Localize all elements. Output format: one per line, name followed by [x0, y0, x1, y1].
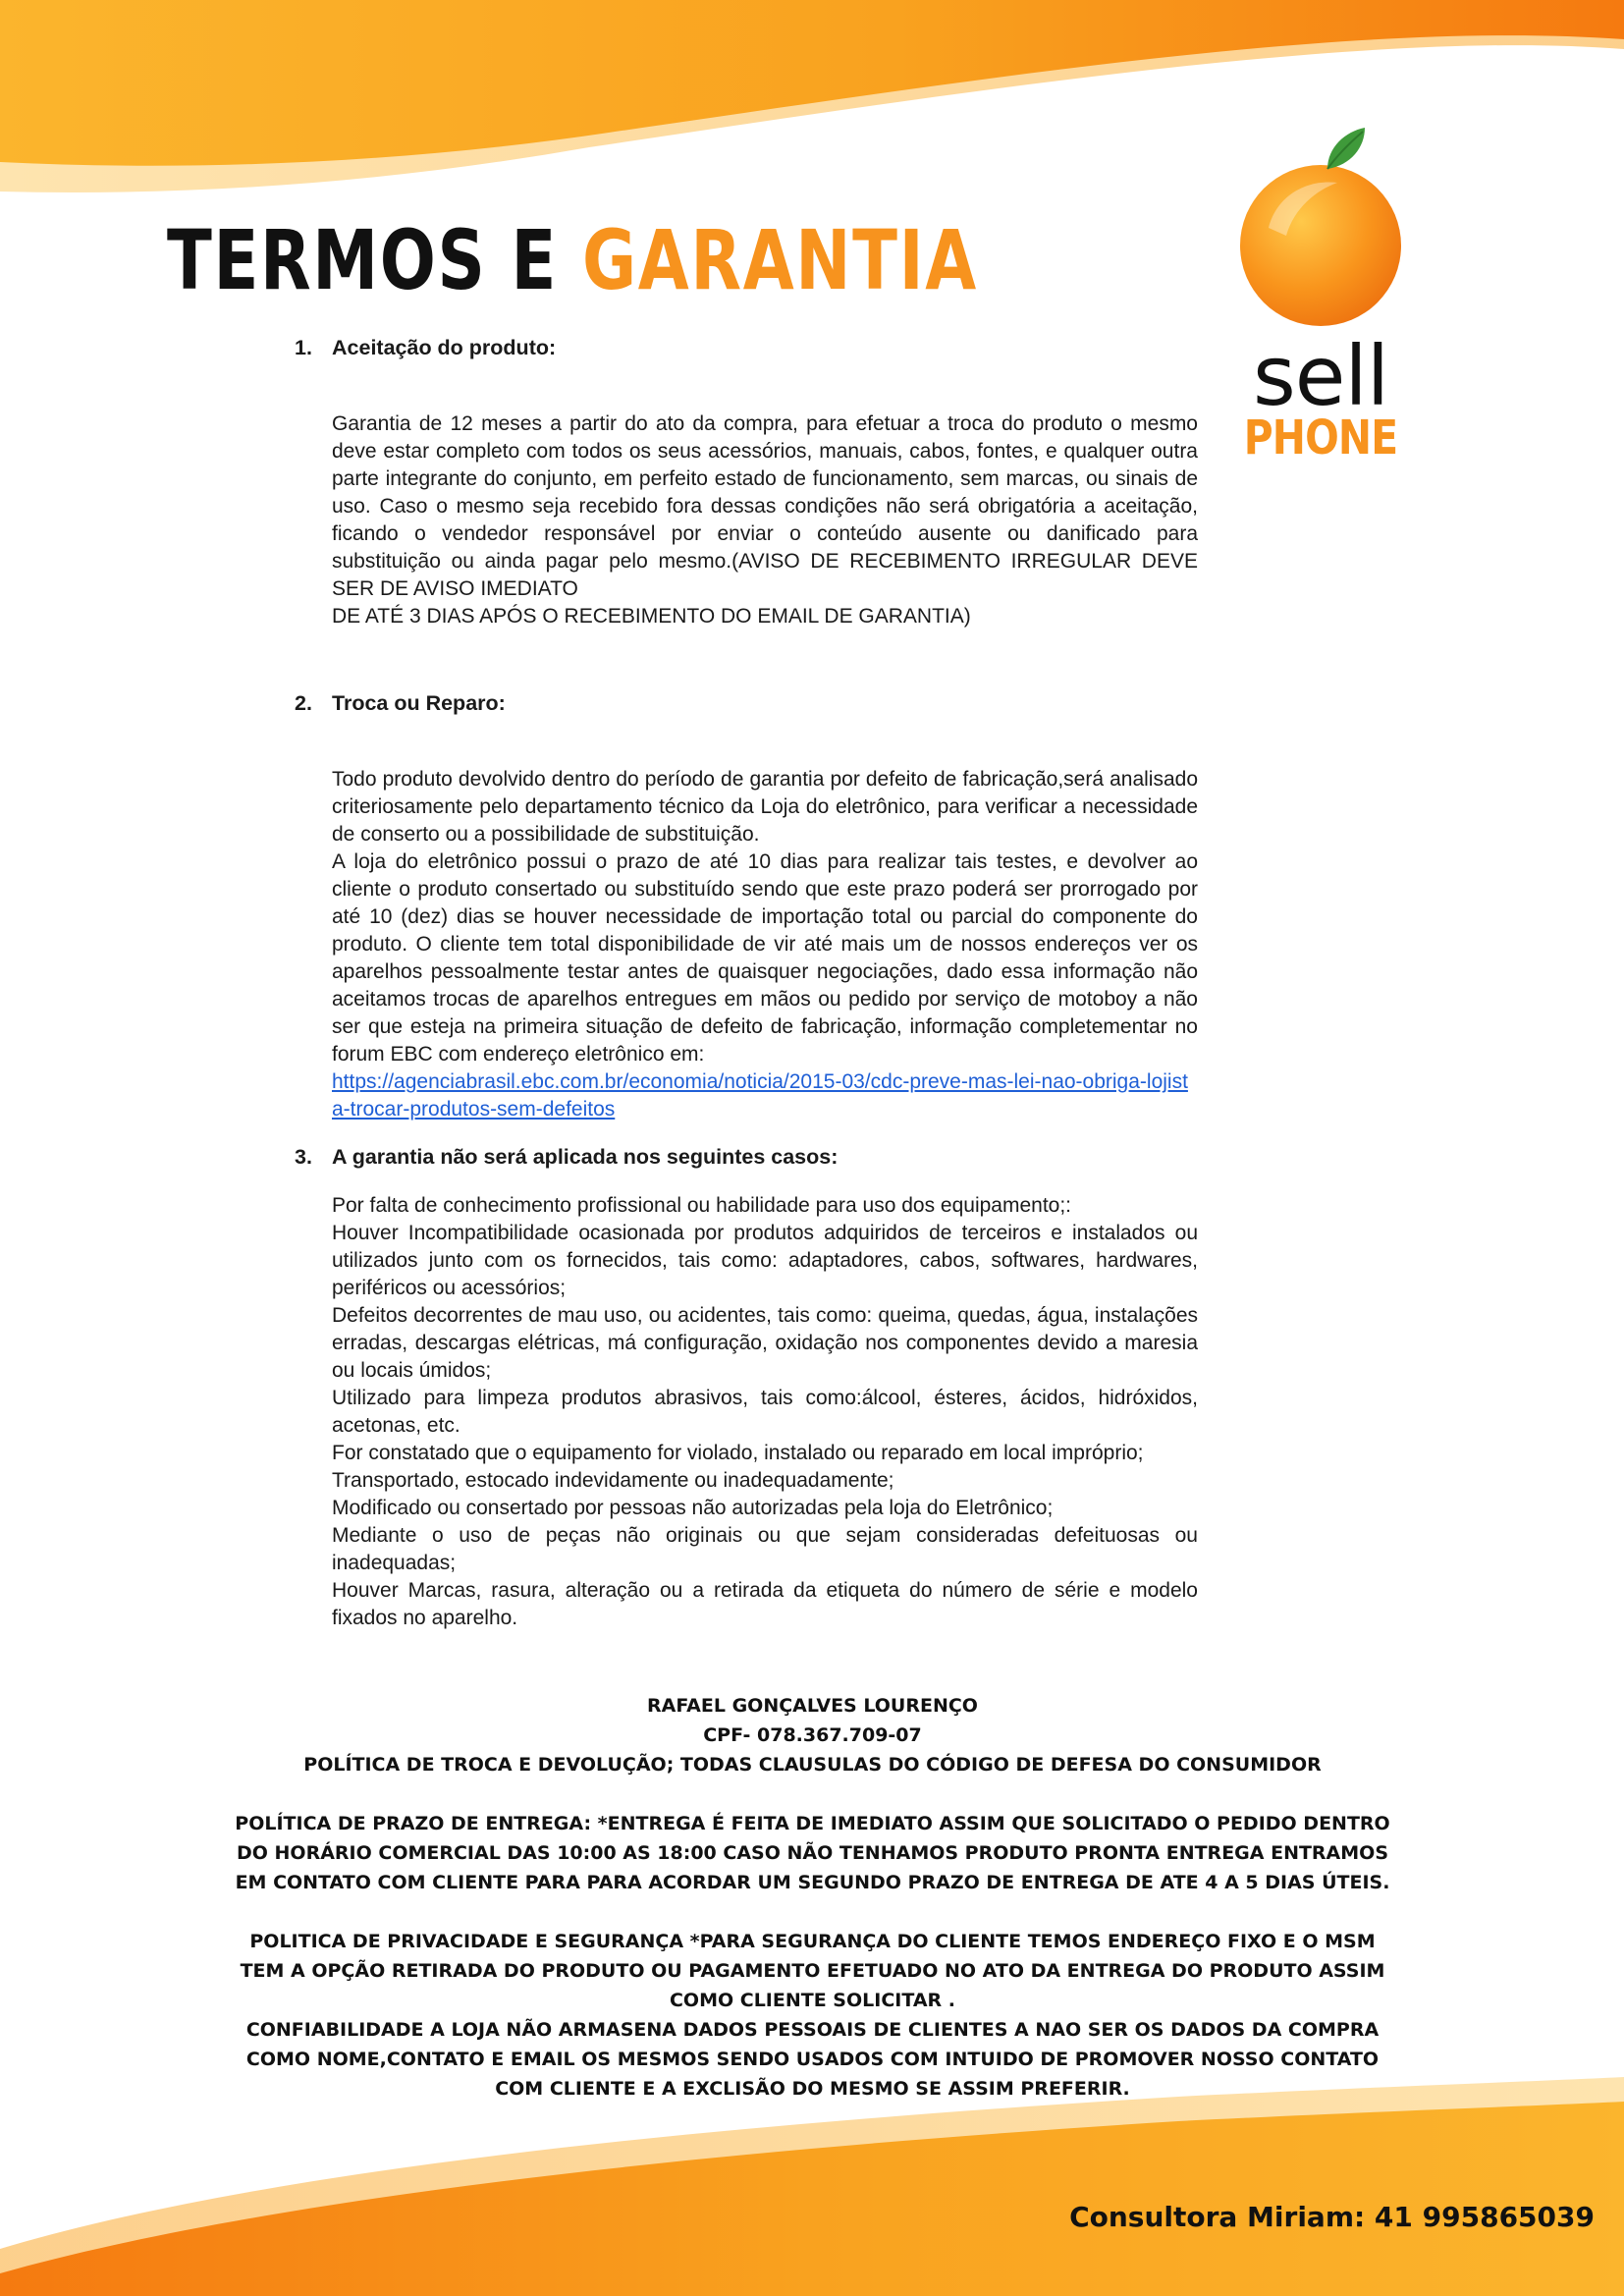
- section-exclusoes: [295, 1143, 1198, 1632]
- list-item: Transportado, estocado indevidamente ou inadequadamente;: [332, 1469, 894, 1492]
- consultant-contact: Consultora Miriam: 41 995865039: [1069, 2201, 1595, 2233]
- delivery-policy: POLÍTICA DE PRAZO DE ENTREGA: *ENTREGA É FEITA DE IMEDIATO ASSIM QUE SOLICITADO O PEDIDO DENTRO DO HORÁRIO COMERCIAL DAS 10:00 AS 18:00 CASO NÃO TENHAMOS PRODUTO PRONTA ENTREGA ENTRAMOS EM CONTATO COM CLIENTE PARA PARA ACORDAR UM SEGUNDO PRAZO DE ENTREGA DE ATE 4 A 5 DIAS ÚTEIS.: [235, 1813, 1390, 1893]
- sellphone-logo: [1218, 118, 1424, 491]
- confidentiality-policy: CONFIABILIDADE A LOJA NÃO ARMASENA DADOS PESSOAIS DE CLIENTES A NAO SER OS DADOS DA COMPRA COMO NOME,CONTATO E EMAIL OS MESMOS SENDO USADOS COM INTUIDO DE PROMOVER NOSSO CONTATO COM CLIENTE E A EXCLISÃO DO MESMO SE ASSIM PREFERIR.: [245, 2019, 1380, 2100]
- section-number: 1.: [295, 336, 312, 359]
- footer-policies: [226, 1691, 1399, 2104]
- logo-text-sell: sell: [1252, 328, 1389, 424]
- list-item: Mediante o uso de peças não originais ou que sejam consideradas defeituosas ou inadequadas;: [332, 1524, 1198, 1574]
- section-body: [332, 1192, 1198, 1632]
- list-item: Houver Marcas, rasura, alteração ou a retirada da etiqueta do número de série e modelo fixados no aparelho.: [332, 1579, 1198, 1629]
- exchange-policy: POLÍTICA DE TROCA E DEVOLUÇÃO; TODAS CLAUSULAS DO CÓDIGO DE DEFESA DO CONSUMIDOR: [303, 1754, 1322, 1776]
- section-heading: [295, 689, 1198, 717]
- section-number: 3.: [295, 1145, 312, 1169]
- section-troca-reparo: [295, 689, 1198, 1123]
- title-part-termos: TERMOS E: [167, 212, 558, 308]
- section-title: A garantia não será aplicada nos seguintes casos:: [332, 1145, 839, 1169]
- list-item: Por falta de conhecimento profissional ou habilidade para uso dos equipamento;:: [332, 1194, 1071, 1217]
- orange-fruit-icon: [1218, 118, 1424, 329]
- title-part-garantia: GARANTIA: [581, 212, 978, 308]
- list-item: Modificado ou consertado por pessoas não autorizadas pela loja do Eletrônico;: [332, 1497, 1054, 1519]
- list-item: Houver Incompatibilidade ocasionada por produtos adquiridos de terceiros e instalados ou utilizados junto com os fornecidos, tais como: adaptadores, cabos, softwares, hardwares, periféricos ou acessórios;: [332, 1222, 1198, 1299]
- ebc-link[interactable]: https://agenciabrasil.ebc.com.br/economia/noticia/2015-03/cdc-preve-mas-lei-nao-obriga-lojista-trocar-produtos-sem-defeitos: [332, 1070, 1188, 1121]
- owner-name: RAFAEL GONÇALVES LOURENÇO: [647, 1695, 978, 1717]
- paragraph: DE ATÉ 3 DIAS APÓS O RECEBIMENTO DO EMAIL DE GARANTIA): [332, 605, 971, 628]
- section-body: [332, 766, 1198, 1123]
- section-title: Aceitação do produto:: [332, 336, 557, 359]
- paragraph: Garantia de 12 meses a partir do ato da compra, para efetuar a troca do produto o mesmo deve estar completo com todos os seus acessórios, manuais, cabos, fontes, e qualquer outra parte integrante do conjunto, em perfeito estado de funcionamento, sem marcas, ou sinais de uso. Caso o mesmo seja recebido fora dessas condições não será obrigatória a aceitação, ficando o vendedor responsável por enviar o conteúdo ausente ou danificado para substituição ou ainda pagar pelo mesmo.(AVISO DE RECEBIMENTO IRREGULAR DEVE SER DE AVISO IMEDIATO: [332, 412, 1198, 600]
- paragraph: A loja do eletrônico possui o prazo de até 10 dias para realizar tais testes, e devolver ao cliente o produto consertado ou substituído sendo que este prazo poderá ser prorrogado por até 10 (dez) dias se houver necessidade de importação total ou parcial do componente do produto. O cliente tem total disponibilidade de vir até mais um de nossos endereços ver os aparelhos pessoalmente testar antes de quaisquer negociações, dado essa informação não aceitamos trocas de aparelhos entregues em mãos ou pedido por serviço de motoboy a não ser que esteja na primeira situação de defeito de fabricação, informação completementar no forum EBC com endereço eletrônico em:: [332, 850, 1198, 1066]
- list-item: Defeitos decorrentes de mau uso, ou acidentes, tais como: queima, quedas, água, instalações erradas, descargas elétricas, má configuração, oxidação nos componentes devido a maresia ou locais úmidos;: [332, 1304, 1198, 1382]
- section-number: 2.: [295, 691, 312, 715]
- list-item: For constatado que o equipamento for violado, instalado ou reparado em local impróprio;: [332, 1442, 1144, 1464]
- privacy-policy: POLITICA DE PRIVACIDADE E SEGURANÇA *PARA SEGURANÇA DO CLIENTE TEMOS ENDEREÇO FIXO E O MSM TEM A OPÇÃO RETIRADA DO PRODUTO OU PAGAMENTO EFETUADO NO ATO DA ENTREGA DO PRODUTO ASSIM COMO CLIENTE SOLICITAR .: [240, 1931, 1385, 2011]
- logo-text-phone: PHONE: [1243, 410, 1398, 465]
- section-heading: [295, 334, 1198, 361]
- terms-content: [295, 334, 1198, 1632]
- paragraph: Todo produto devolvido dentro do período de garantia por defeito de fabricação,será analisado criteriosamente pelo departamento técnico da Loja do eletrônico, para verificar a necessidade de conserto ou a possibilidade de substituição.: [332, 768, 1198, 846]
- owner-cpf: CPF- 078.367.709-07: [703, 1724, 922, 1746]
- section-aceitacao: [295, 334, 1198, 630]
- list-item: Utilizado para limpeza produtos abrasivos, tais como:álcool, ésteres, ácidos, hidróxidos, acetonas, etc.: [332, 1387, 1198, 1437]
- section-title: Troca ou Reparo:: [332, 691, 506, 715]
- page-title: [167, 211, 978, 309]
- section-heading: [295, 1143, 1198, 1171]
- section-body: [332, 410, 1198, 630]
